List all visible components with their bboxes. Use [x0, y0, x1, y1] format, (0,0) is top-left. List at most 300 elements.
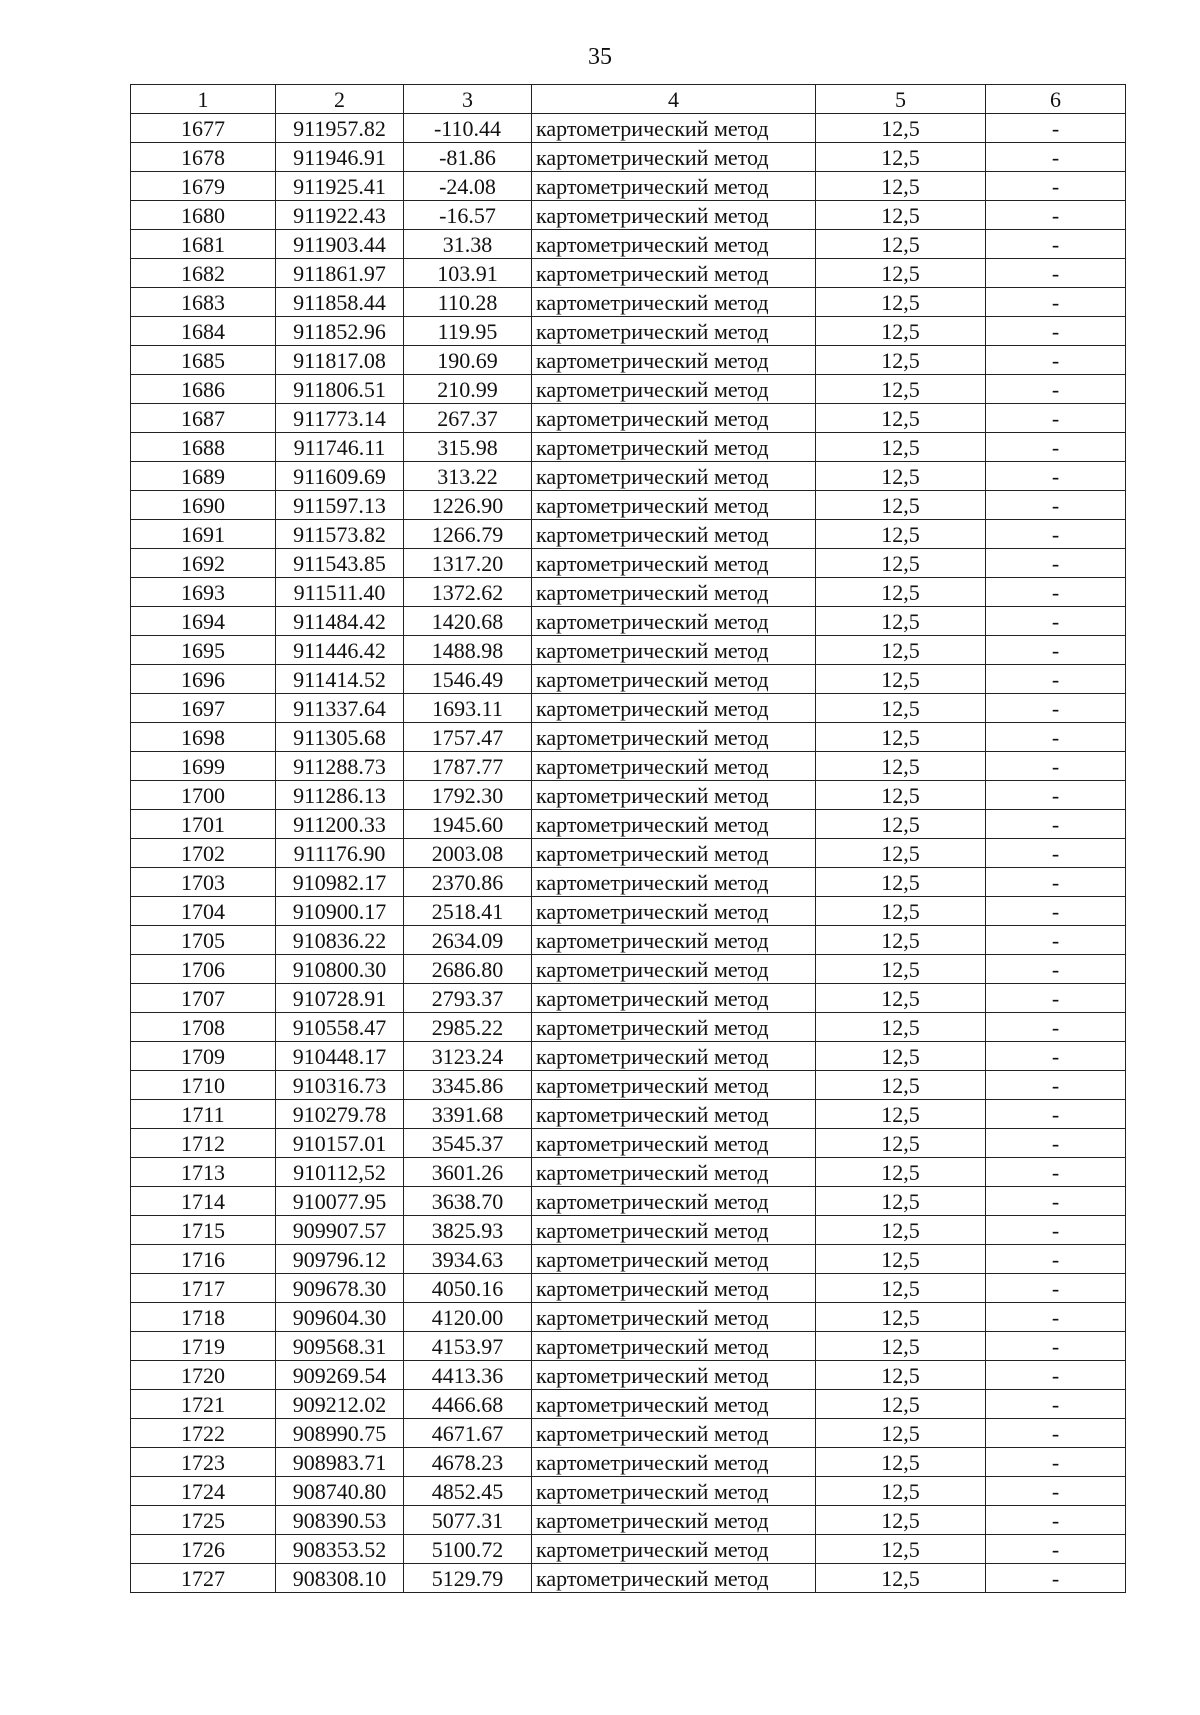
y-coordinate-cell: 4120.00 — [404, 1303, 532, 1332]
note-cell: - — [986, 897, 1126, 926]
x-coordinate-cell: 911903.44 — [276, 230, 404, 259]
accuracy-cell: 12,5 — [816, 462, 986, 491]
table-row — [131, 897, 1126, 926]
accuracy-cell: 12,5 — [816, 549, 986, 578]
x-coordinate-cell: 908390.53 — [276, 1506, 404, 1535]
accuracy-cell: 12,5 — [816, 897, 986, 926]
y-coordinate-cell: 1757.47 — [404, 723, 532, 752]
note-cell: - — [986, 1419, 1126, 1448]
method-cell: картометрический метод — [532, 1245, 816, 1274]
method-cell: картометрический метод — [532, 404, 816, 433]
table-row — [131, 1100, 1126, 1129]
accuracy-cell: 12,5 — [816, 868, 986, 897]
method-cell: картометрический метод — [532, 317, 816, 346]
accuracy-cell: 12,5 — [816, 259, 986, 288]
accuracy-cell: 12,5 — [816, 1100, 986, 1129]
table-row — [131, 433, 1126, 462]
method-cell: картометрический метод — [532, 346, 816, 375]
point-number-cell: 1706 — [131, 955, 276, 984]
y-coordinate-cell: 1945.60 — [404, 810, 532, 839]
x-coordinate-cell: 911337.64 — [276, 694, 404, 723]
table-row — [131, 172, 1126, 201]
point-number-cell: 1713 — [131, 1158, 276, 1187]
method-cell: картометрический метод — [532, 1158, 816, 1187]
table-row — [131, 810, 1126, 839]
x-coordinate-cell: 911288.73 — [276, 752, 404, 781]
y-coordinate-cell: 1792.30 — [404, 781, 532, 810]
method-cell: картометрический метод — [532, 723, 816, 752]
table-row — [131, 1303, 1126, 1332]
accuracy-cell: 12,5 — [816, 694, 986, 723]
table-row — [131, 723, 1126, 752]
method-cell: картометрический метод — [532, 1071, 816, 1100]
note-cell: - — [986, 433, 1126, 462]
accuracy-cell: 12,5 — [816, 1216, 986, 1245]
table-row — [131, 578, 1126, 607]
x-coordinate-cell: 910316.73 — [276, 1071, 404, 1100]
y-coordinate-cell: 2518.41 — [404, 897, 532, 926]
point-number-cell: 1696 — [131, 665, 276, 694]
y-coordinate-cell: 1488.98 — [404, 636, 532, 665]
point-number-cell: 1708 — [131, 1013, 276, 1042]
note-cell: - — [986, 288, 1126, 317]
accuracy-cell: 12,5 — [816, 781, 986, 810]
point-number-cell: 1712 — [131, 1129, 276, 1158]
y-coordinate-cell: 4153.97 — [404, 1332, 532, 1361]
x-coordinate-cell: 911957.82 — [276, 114, 404, 143]
y-coordinate-cell: 3934.63 — [404, 1245, 532, 1274]
method-cell: картометрический метод — [532, 926, 816, 955]
y-coordinate-cell: 5100.72 — [404, 1535, 532, 1564]
note-cell: - — [986, 665, 1126, 694]
method-cell: картометрический метод — [532, 1564, 816, 1593]
accuracy-cell: 12,5 — [816, 723, 986, 752]
accuracy-cell: 12,5 — [816, 1274, 986, 1303]
y-coordinate-cell: 315.98 — [404, 433, 532, 462]
accuracy-cell: 12,5 — [816, 1042, 986, 1071]
x-coordinate-cell: 910279.78 — [276, 1100, 404, 1129]
point-number-cell: 1724 — [131, 1477, 276, 1506]
point-number-cell: 1688 — [131, 433, 276, 462]
x-coordinate-cell: 911176.90 — [276, 839, 404, 868]
x-coordinate-cell: 908990.75 — [276, 1419, 404, 1448]
note-cell: - — [986, 1535, 1126, 1564]
note-cell: - — [986, 462, 1126, 491]
accuracy-cell: 12,5 — [816, 346, 986, 375]
accuracy-cell: 12,5 — [816, 1303, 986, 1332]
accuracy-cell: 12,5 — [816, 665, 986, 694]
method-cell: картометрический метод — [532, 549, 816, 578]
y-coordinate-cell: 1693.11 — [404, 694, 532, 723]
point-number-cell: 1725 — [131, 1506, 276, 1535]
table-row — [131, 1535, 1126, 1564]
point-number-cell: 1709 — [131, 1042, 276, 1071]
x-coordinate-cell: 911858.44 — [276, 288, 404, 317]
note-cell: - — [986, 1216, 1126, 1245]
table-row — [131, 665, 1126, 694]
method-cell: картометрический метод — [532, 1216, 816, 1245]
accuracy-cell: 12,5 — [816, 404, 986, 433]
table-row — [131, 288, 1126, 317]
x-coordinate-cell: 909604.30 — [276, 1303, 404, 1332]
note-cell: - — [986, 375, 1126, 404]
accuracy-cell: 12,5 — [816, 1332, 986, 1361]
method-cell: картометрический метод — [532, 781, 816, 810]
method-cell: картометрический метод — [532, 230, 816, 259]
method-cell: картометрический метод — [532, 1100, 816, 1129]
x-coordinate-cell: 911484.42 — [276, 607, 404, 636]
accuracy-cell: 12,5 — [816, 375, 986, 404]
table-row — [131, 317, 1126, 346]
table-row — [131, 1042, 1126, 1071]
accuracy-cell: 12,5 — [816, 1419, 986, 1448]
method-cell: картометрический метод — [532, 1042, 816, 1071]
y-coordinate-cell: 3601.26 — [404, 1158, 532, 1187]
x-coordinate-cell: 909269.54 — [276, 1361, 404, 1390]
table-row — [131, 955, 1126, 984]
point-number-cell: 1681 — [131, 230, 276, 259]
note-cell: - — [986, 810, 1126, 839]
column-header: 4 — [532, 85, 816, 114]
point-number-cell: 1702 — [131, 839, 276, 868]
x-coordinate-cell: 908983.71 — [276, 1448, 404, 1477]
x-coordinate-cell: 910836.22 — [276, 926, 404, 955]
y-coordinate-cell: 2686.80 — [404, 955, 532, 984]
table-row — [131, 1129, 1126, 1158]
x-coordinate-cell: 911543.85 — [276, 549, 404, 578]
table-row — [131, 230, 1126, 259]
table-row — [131, 1361, 1126, 1390]
accuracy-cell: 12,5 — [816, 288, 986, 317]
point-number-cell: 1700 — [131, 781, 276, 810]
method-cell: картометрический метод — [532, 1187, 816, 1216]
method-cell: картометрический метод — [532, 1535, 816, 1564]
x-coordinate-cell: 908308.10 — [276, 1564, 404, 1593]
table-row — [131, 143, 1126, 172]
note-cell: - — [986, 1158, 1126, 1187]
y-coordinate-cell: 267.37 — [404, 404, 532, 433]
column-header: 3 — [404, 85, 532, 114]
x-coordinate-cell: 911597.13 — [276, 491, 404, 520]
y-coordinate-cell: 2370.86 — [404, 868, 532, 897]
x-coordinate-cell: 908740.80 — [276, 1477, 404, 1506]
table-row — [131, 462, 1126, 491]
accuracy-cell: 12,5 — [816, 1506, 986, 1535]
y-coordinate-cell: 2793.37 — [404, 984, 532, 1013]
y-coordinate-cell: 4852.45 — [404, 1477, 532, 1506]
method-cell: картометрический метод — [532, 607, 816, 636]
point-number-cell: 1710 — [131, 1071, 276, 1100]
accuracy-cell: 12,5 — [816, 1477, 986, 1506]
table-row — [131, 1013, 1126, 1042]
table-row — [131, 1274, 1126, 1303]
point-number-cell: 1723 — [131, 1448, 276, 1477]
point-number-cell: 1685 — [131, 346, 276, 375]
y-coordinate-cell: 3638.70 — [404, 1187, 532, 1216]
table-row — [131, 636, 1126, 665]
point-number-cell: 1715 — [131, 1216, 276, 1245]
note-cell: - — [986, 1187, 1126, 1216]
method-cell: картометрический метод — [532, 172, 816, 201]
accuracy-cell: 12,5 — [816, 520, 986, 549]
coordinates-table — [130, 84, 1126, 1593]
note-cell: - — [986, 1100, 1126, 1129]
method-cell: картометрический метод — [532, 636, 816, 665]
table-row — [131, 1477, 1126, 1506]
table-row — [131, 607, 1126, 636]
note-cell: - — [986, 1274, 1126, 1303]
y-coordinate-cell: -24.08 — [404, 172, 532, 201]
accuracy-cell: 12,5 — [816, 1158, 986, 1187]
x-coordinate-cell: 910900.17 — [276, 897, 404, 926]
x-coordinate-cell: 911746.11 — [276, 433, 404, 462]
method-cell: картометрический метод — [532, 201, 816, 230]
table-row — [131, 346, 1126, 375]
method-cell: картометрический метод — [532, 1390, 816, 1419]
method-cell: картометрический метод — [532, 1274, 816, 1303]
note-cell: - — [986, 230, 1126, 259]
point-number-cell: 1722 — [131, 1419, 276, 1448]
table-row — [131, 549, 1126, 578]
y-coordinate-cell: 3123.24 — [404, 1042, 532, 1071]
x-coordinate-cell: 911852.96 — [276, 317, 404, 346]
method-cell: картометрический метод — [532, 1013, 816, 1042]
table-row — [131, 259, 1126, 288]
point-number-cell: 1690 — [131, 491, 276, 520]
x-coordinate-cell: 910558.47 — [276, 1013, 404, 1042]
y-coordinate-cell: 210.99 — [404, 375, 532, 404]
y-coordinate-cell: 2003.08 — [404, 839, 532, 868]
x-coordinate-cell: 908353.52 — [276, 1535, 404, 1564]
x-coordinate-cell: 911305.68 — [276, 723, 404, 752]
point-number-cell: 1677 — [131, 114, 276, 143]
accuracy-cell: 12,5 — [816, 578, 986, 607]
point-number-cell: 1705 — [131, 926, 276, 955]
table-row — [131, 375, 1126, 404]
x-coordinate-cell: 911922.43 — [276, 201, 404, 230]
method-cell: картометрический метод — [532, 984, 816, 1013]
y-coordinate-cell: 5077.31 — [404, 1506, 532, 1535]
method-cell: картометрический метод — [532, 810, 816, 839]
note-cell: - — [986, 1448, 1126, 1477]
page-number: 35 — [588, 44, 612, 70]
accuracy-cell: 12,5 — [816, 1187, 986, 1216]
note-cell: - — [986, 723, 1126, 752]
note-cell: - — [986, 1390, 1126, 1419]
table-row — [131, 1245, 1126, 1274]
y-coordinate-cell: 313.22 — [404, 462, 532, 491]
x-coordinate-cell: 911817.08 — [276, 346, 404, 375]
x-coordinate-cell: 911414.52 — [276, 665, 404, 694]
accuracy-cell: 12,5 — [816, 172, 986, 201]
x-coordinate-cell: 911573.82 — [276, 520, 404, 549]
accuracy-cell: 12,5 — [816, 317, 986, 346]
table-row — [131, 1506, 1126, 1535]
point-number-cell: 1721 — [131, 1390, 276, 1419]
point-number-cell: 1707 — [131, 984, 276, 1013]
note-cell: - — [986, 694, 1126, 723]
point-number-cell: 1714 — [131, 1187, 276, 1216]
y-coordinate-cell: 3391.68 — [404, 1100, 532, 1129]
y-coordinate-cell: 3345.86 — [404, 1071, 532, 1100]
note-cell: - — [986, 607, 1126, 636]
accuracy-cell: 12,5 — [816, 143, 986, 172]
table-row — [131, 752, 1126, 781]
note-cell: - — [986, 781, 1126, 810]
method-cell: картометрический метод — [532, 665, 816, 694]
note-cell: - — [986, 1245, 1126, 1274]
point-number-cell: 1720 — [131, 1361, 276, 1390]
table-row — [131, 984, 1126, 1013]
y-coordinate-cell: 190.69 — [404, 346, 532, 375]
accuracy-cell: 12,5 — [816, 1390, 986, 1419]
x-coordinate-cell: 911511.40 — [276, 578, 404, 607]
x-coordinate-cell: 911861.97 — [276, 259, 404, 288]
note-cell: - — [986, 143, 1126, 172]
x-coordinate-cell: 911773.14 — [276, 404, 404, 433]
point-number-cell: 1704 — [131, 897, 276, 926]
note-cell: - — [986, 1303, 1126, 1332]
note-cell: - — [986, 1477, 1126, 1506]
point-number-cell: 1727 — [131, 1564, 276, 1593]
y-coordinate-cell: 103.91 — [404, 259, 532, 288]
point-number-cell: 1679 — [131, 172, 276, 201]
accuracy-cell: 12,5 — [816, 839, 986, 868]
point-number-cell: 1687 — [131, 404, 276, 433]
x-coordinate-cell: 909796.12 — [276, 1245, 404, 1274]
x-coordinate-cell: 910982.17 — [276, 868, 404, 897]
y-coordinate-cell: 1226.90 — [404, 491, 532, 520]
table-row — [131, 781, 1126, 810]
y-coordinate-cell: 1317.20 — [404, 549, 532, 578]
table-body — [131, 114, 1126, 1593]
method-cell: картометрический метод — [532, 375, 816, 404]
column-header: 1 — [131, 85, 276, 114]
method-cell: картометрический метод — [532, 752, 816, 781]
point-number-cell: 1694 — [131, 607, 276, 636]
y-coordinate-cell: 4413.36 — [404, 1361, 532, 1390]
y-coordinate-cell: 3545.37 — [404, 1129, 532, 1158]
note-cell: - — [986, 346, 1126, 375]
table-row — [131, 491, 1126, 520]
y-coordinate-cell: 3825.93 — [404, 1216, 532, 1245]
x-coordinate-cell: 910728.91 — [276, 984, 404, 1013]
x-coordinate-cell: 910157.01 — [276, 1129, 404, 1158]
point-number-cell: 1717 — [131, 1274, 276, 1303]
point-number-cell: 1726 — [131, 1535, 276, 1564]
x-coordinate-cell: 911200.33 — [276, 810, 404, 839]
y-coordinate-cell: 4050.16 — [404, 1274, 532, 1303]
table-row — [131, 1187, 1126, 1216]
y-coordinate-cell: 1372.62 — [404, 578, 532, 607]
method-cell: картометрический метод — [532, 694, 816, 723]
method-cell: картометрический метод — [532, 114, 816, 143]
point-number-cell: 1691 — [131, 520, 276, 549]
y-coordinate-cell: 1787.77 — [404, 752, 532, 781]
note-cell: - — [986, 636, 1126, 665]
x-coordinate-cell: 910112,52 — [276, 1158, 404, 1187]
table-row — [131, 1564, 1126, 1593]
method-cell: картометрический метод — [532, 143, 816, 172]
note-cell: - — [986, 491, 1126, 520]
method-cell: картометрический метод — [532, 1303, 816, 1332]
note-cell: - — [986, 984, 1126, 1013]
note-cell: - — [986, 1071, 1126, 1100]
accuracy-cell: 12,5 — [816, 201, 986, 230]
y-coordinate-cell: 2634.09 — [404, 926, 532, 955]
accuracy-cell: 12,5 — [816, 926, 986, 955]
point-number-cell: 1697 — [131, 694, 276, 723]
point-number-cell: 1683 — [131, 288, 276, 317]
column-header: 2 — [276, 85, 404, 114]
x-coordinate-cell: 911806.51 — [276, 375, 404, 404]
table-row — [131, 1332, 1126, 1361]
point-number-cell: 1716 — [131, 1245, 276, 1274]
point-number-cell: 1718 — [131, 1303, 276, 1332]
table-row — [131, 404, 1126, 433]
y-coordinate-cell: -110.44 — [404, 114, 532, 143]
x-coordinate-cell: 909678.30 — [276, 1274, 404, 1303]
note-cell: - — [986, 578, 1126, 607]
accuracy-cell: 12,5 — [816, 230, 986, 259]
point-number-cell: 1698 — [131, 723, 276, 752]
accuracy-cell: 12,5 — [816, 1564, 986, 1593]
point-number-cell: 1678 — [131, 143, 276, 172]
note-cell: - — [986, 259, 1126, 288]
y-coordinate-cell: 2985.22 — [404, 1013, 532, 1042]
x-coordinate-cell: 910800.30 — [276, 955, 404, 984]
note-cell: - — [986, 1506, 1126, 1535]
method-cell: картометрический метод — [532, 491, 816, 520]
table-row — [131, 114, 1126, 143]
y-coordinate-cell: 1420.68 — [404, 607, 532, 636]
point-number-cell: 1695 — [131, 636, 276, 665]
table-row — [131, 1390, 1126, 1419]
point-number-cell: 1699 — [131, 752, 276, 781]
y-coordinate-cell: 119.95 — [404, 317, 532, 346]
point-number-cell: 1684 — [131, 317, 276, 346]
method-cell: картометрический метод — [532, 1129, 816, 1158]
method-cell: картометрический метод — [532, 520, 816, 549]
accuracy-cell: 12,5 — [816, 433, 986, 462]
note-cell: - — [986, 520, 1126, 549]
point-number-cell: 1719 — [131, 1332, 276, 1361]
y-coordinate-cell: -81.86 — [404, 143, 532, 172]
y-coordinate-cell: 4678.23 — [404, 1448, 532, 1477]
method-cell: картометрический метод — [532, 897, 816, 926]
method-cell: картометрический метод — [532, 955, 816, 984]
y-coordinate-cell: 4671.67 — [404, 1419, 532, 1448]
point-number-cell: 1711 — [131, 1100, 276, 1129]
accuracy-cell: 12,5 — [816, 1535, 986, 1564]
accuracy-cell: 12,5 — [816, 955, 986, 984]
point-number-cell: 1693 — [131, 578, 276, 607]
accuracy-cell: 12,5 — [816, 810, 986, 839]
note-cell: - — [986, 317, 1126, 346]
table-row — [131, 1158, 1126, 1187]
y-coordinate-cell: 4466.68 — [404, 1390, 532, 1419]
column-header: 6 — [986, 85, 1126, 114]
note-cell: - — [986, 201, 1126, 230]
note-cell: - — [986, 926, 1126, 955]
method-cell: картометрический метод — [532, 868, 816, 897]
x-coordinate-cell: 911609.69 — [276, 462, 404, 491]
accuracy-cell: 12,5 — [816, 114, 986, 143]
x-coordinate-cell: 910448.17 — [276, 1042, 404, 1071]
note-cell: - — [986, 868, 1126, 897]
method-cell: картометрический метод — [532, 839, 816, 868]
accuracy-cell: 12,5 — [816, 1071, 986, 1100]
